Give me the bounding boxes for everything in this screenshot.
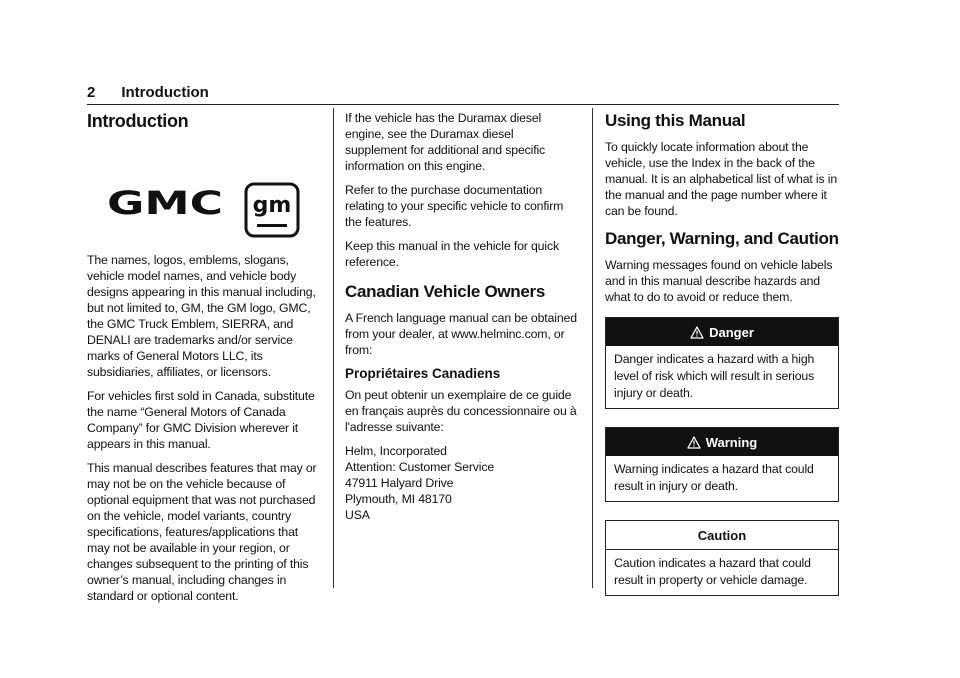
danger-box [605,317,839,409]
caution-label: Caution [697,527,747,543]
column-3 [605,110,839,596]
introduction-heading: Introduction [87,111,189,131]
gm-logo-icon [244,182,300,238]
section-title: Introduction [121,84,209,101]
caution-text: Caution indicates a hazard that could result in property or vehicle damage. [614,556,811,587]
french-paragraph: On peut obtenir un exemplaire de ce guide en français auprès du concessionnaire ou à l'adresse suivante: [345,388,577,434]
address-block: Helm, Incorporated Attention: Customer Service 47911 Halyard Drive Plymouth, MI 48170 USA [345,444,495,522]
warning-header [606,428,838,456]
features-paragraph: This manual describes features that may or may not be on the vehicle because of optional equipment that was not purchased on the vehicle, model variants, country specifications, features/applications that may not be available in your region, or changes subsequent to the printing of this owner’s manual, including changes in standard or optional content. [87,461,317,603]
gm-logo-text: gm [252,193,292,218]
trademark-paragraph: The names, logos, emblems, slogans, vehicle model names, and vehicle body designs appearing in this manual including, but not limited to, GM, the GM logo, GMC, the GMC Truck Emblem, SIERRA, and DENALI are trademarks and/or service marks of General Motors LLC, its subsidiaries, affiliates, or licensors. [87,253,316,379]
canada-paragraph: For vehicles first sold in Canada, substitute the name “General Motors of Canada Company” for GMC Division wherever it appears in this manual. [87,389,315,451]
warning-label: Warning [705,434,758,450]
gmc-logo-icon [106,189,224,217]
brand-logos [87,132,323,252]
keep-manual-paragraph: Keep this manual in the vehicle for quick reference. [345,239,559,269]
danger-header [606,318,838,346]
duramax-paragraph: If the vehicle has the Duramax diesel engine, see the Duramax diesel supplement for additional and specific information on this engine. [345,111,546,173]
warning-triangle-icon [690,326,704,339]
danger-warning-caution-heading: Danger, Warning, and Caution [605,229,839,248]
danger-text: Danger indicates a hazard with a high level of risk which will result in serious injury or death. [614,352,815,400]
column-divider [592,108,593,588]
canadian-paragraph: A French language manual can be obtained from your dealer, at www.helminc.com, or from: [345,311,577,357]
warning-box [605,427,839,502]
page-number: 2 [87,84,96,101]
caution-box [605,520,839,596]
caution-header [606,521,838,550]
purchase-paragraph: Refer to the purchase documentation relating to your specific vehicle to confirm the features. [345,183,564,229]
warning-text: Warning indicates a hazard that could result in injury or death. [614,462,814,493]
column-1 [87,110,323,612]
warning-triangle-icon [687,436,701,449]
french-heading: Propriétaires Canadiens [345,366,501,381]
using-manual-heading: Using this Manual [605,111,746,130]
column-divider [333,108,334,588]
canadian-owners-heading: Canadian Vehicle Owners [345,282,546,301]
dwc-paragraph: Warning messages found on vehicle labels and in this manual describe hazards and what to do to avoid or reduce them. [605,258,833,304]
column-2 [345,110,577,531]
using-manual-paragraph: To quickly locate information about the vehicle, use the Index in the back of the manual. It is an alphabetical list of what is in the manual and the page number where it can be found. [605,140,838,218]
gmc-logo-text: GMC [107,189,223,217]
danger-label: Danger [709,324,754,340]
page-header [87,84,839,105]
